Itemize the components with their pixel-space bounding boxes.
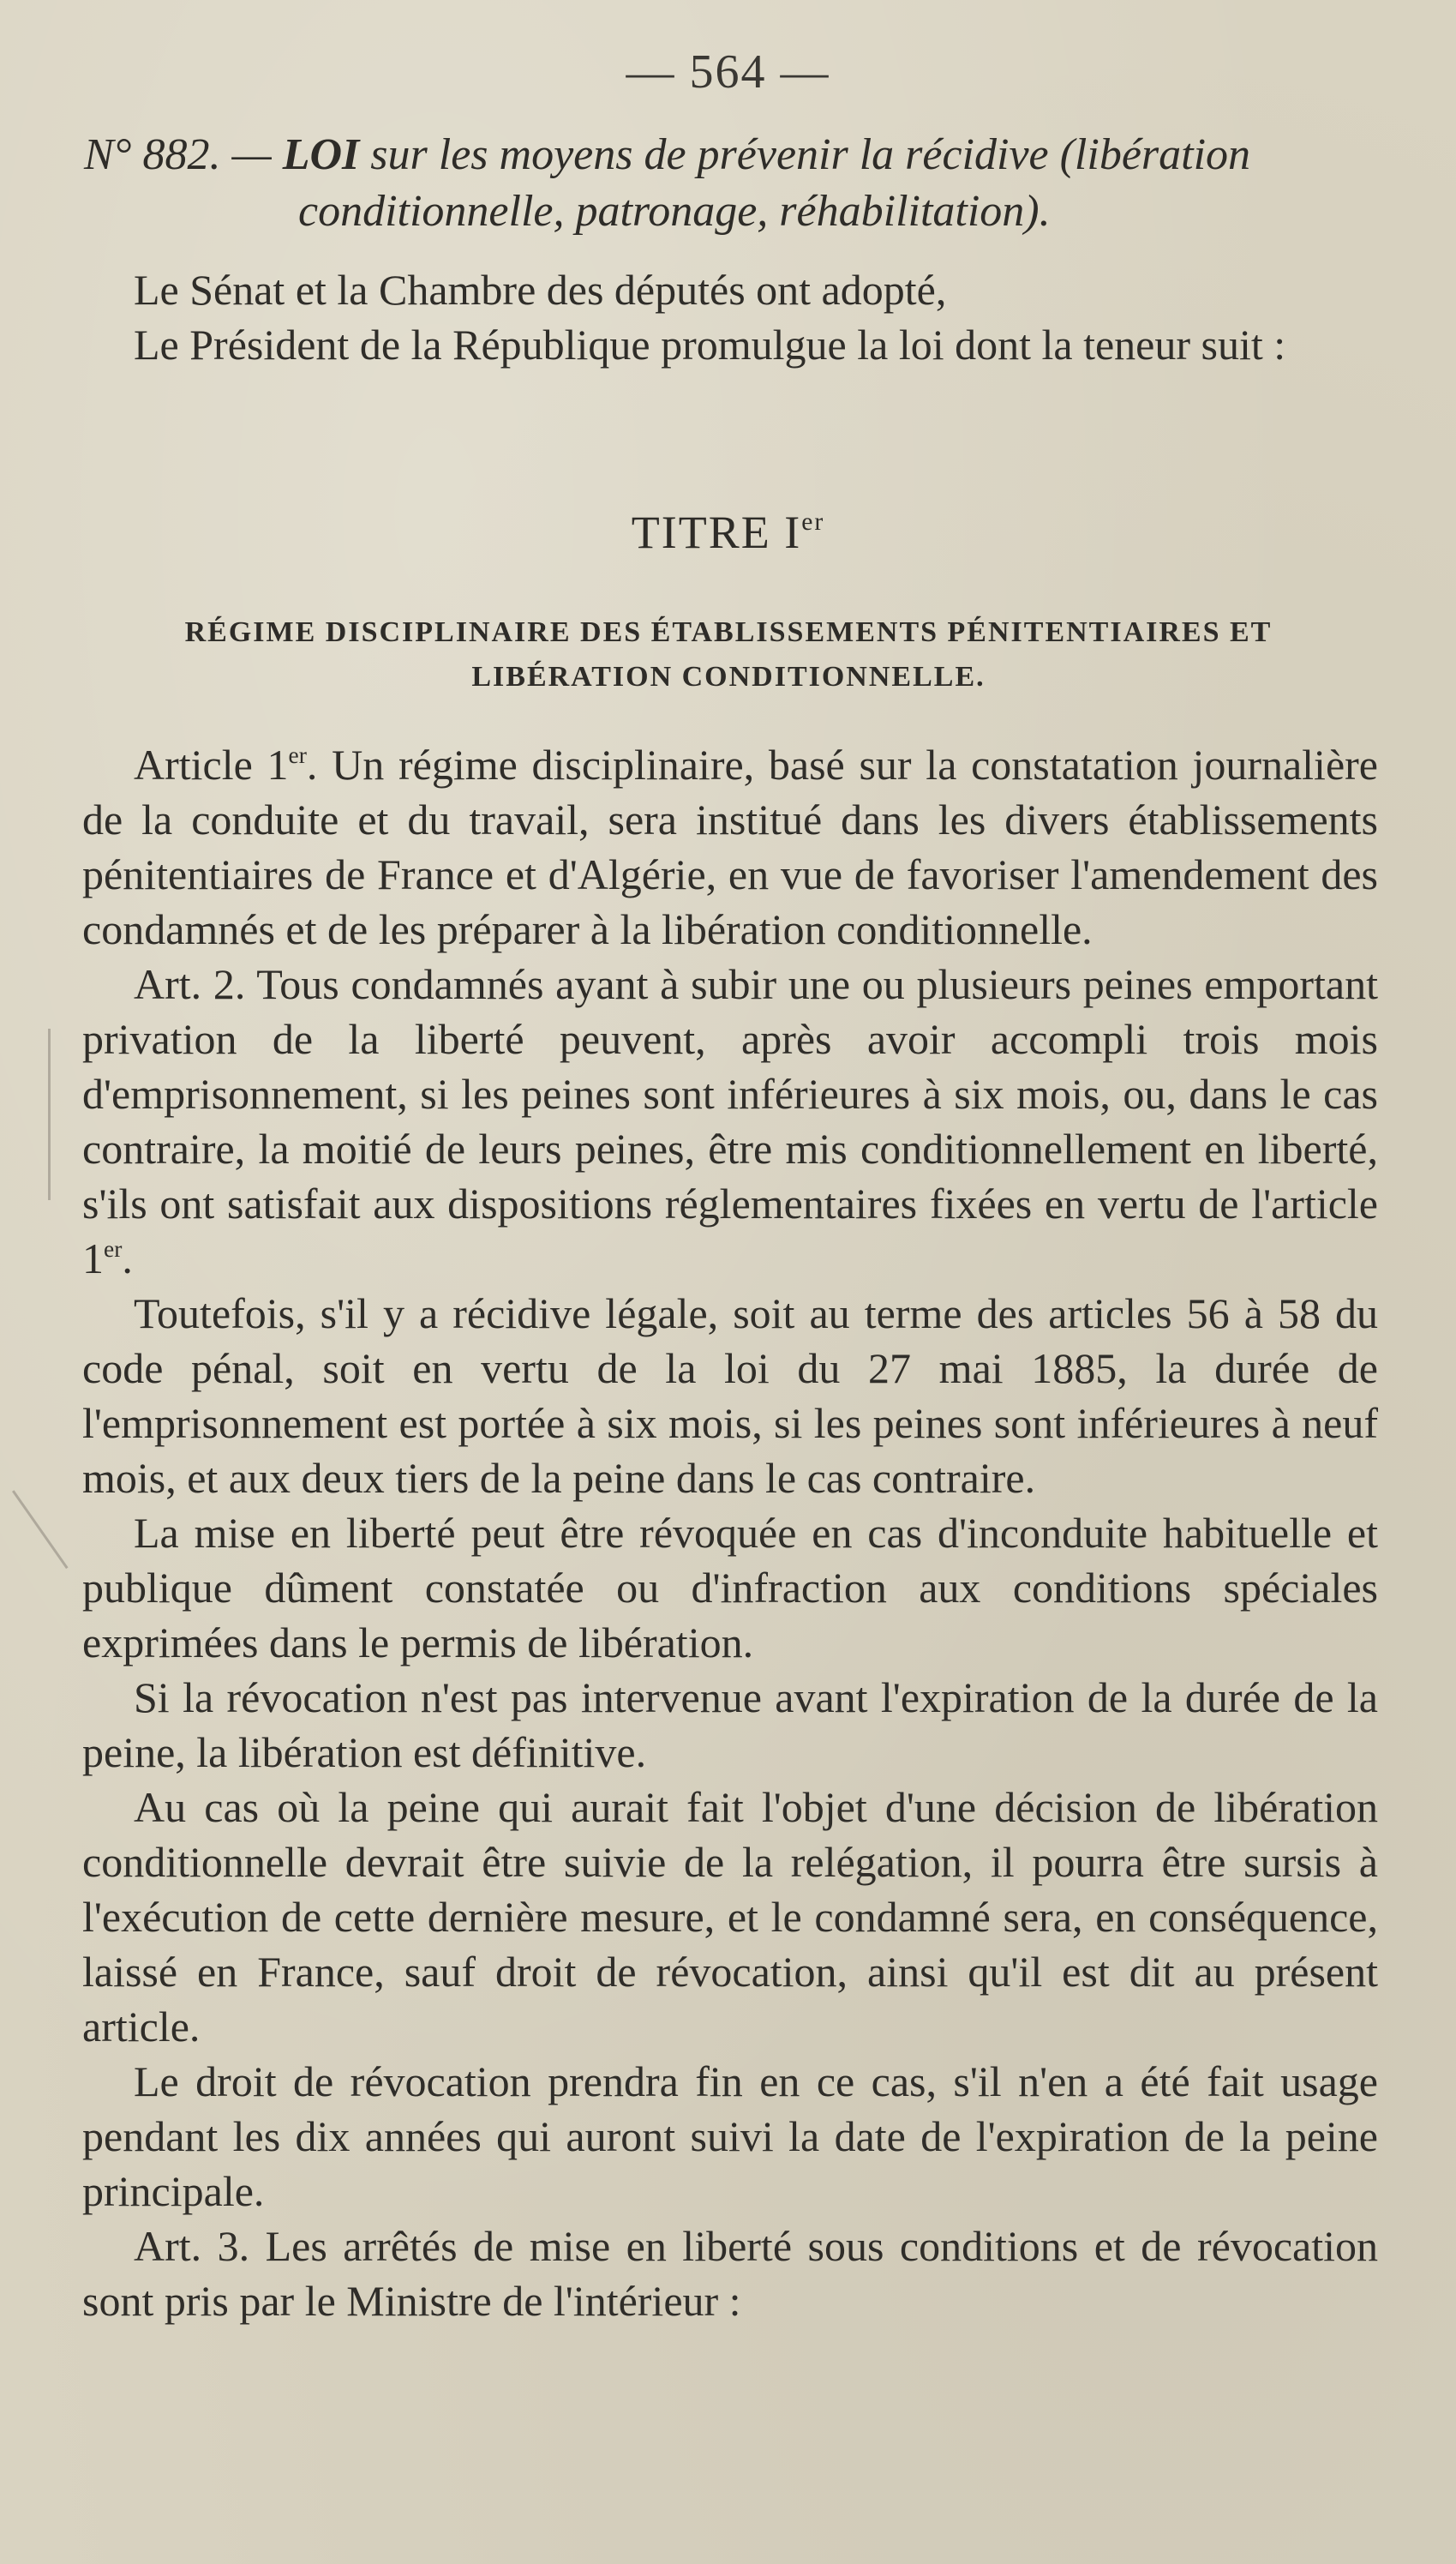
article-2-end: . (122, 1234, 133, 1282)
articles (82, 737, 1378, 2328)
titre-heading (0, 506, 1456, 559)
article-1-sup: er (288, 741, 307, 768)
article-paragraph: La mise en liberté peut être révoquée en cas d'inconduite habituelle et publique dûment constatée ou d'infraction aux conditions spéciales exprimées dans le permis de libération. (82, 1509, 1378, 1666)
preamble-paragraph: Le Président de la République promulgue la loi dont la teneur suit : (134, 321, 1286, 369)
article-paragraph: Au cas où la peine qui aurait fait l'objet d'une décision de libération conditionnelle devrait être suivie de la relégation, il pourra être sursis à l'exécution de cette dernière mesure, et le condamné sera, en conséquence, laissé en France, sauf droit de révocation, ainsi qu'il est dit au présent article. (82, 1783, 1378, 2051)
law-number: N° 882. — (84, 130, 272, 179)
margin-pencil-mark (48, 1029, 51, 1200)
article-paragraph: Si la révocation n'est pas intervenue avant l'expiration de la durée de la peine, la libération est définitive. (82, 1673, 1378, 1776)
section-title (103, 610, 1354, 700)
law-title-line1: sur les moyens de prévenir la récidive (libération (370, 130, 1251, 179)
margin-pencil-mark (12, 1490, 69, 1569)
article-1-label: Article 1 (134, 741, 289, 789)
article-3: Art. 3. Les arrêtés de mise en liberté sous conditions et de révocation sont pris par le Ministre de l'intérieur : (82, 2222, 1378, 2325)
article-paragraph: Le droit de révocation prendra fin en ce cas, s'il n'en a été fait usage pendant les dix années qui auront suivi la date de l'expiration de la peine principale. (82, 2057, 1378, 2215)
page-number: — 564 — (626, 45, 830, 99)
article-1 (82, 737, 1378, 957)
article-2 (82, 957, 1378, 1286)
article-1-text: . Un régime disciplinaire, basé sur la constatation journalière de la conduite et du travail, sera institué dans les divers établissements pénitentiaires de France et d'Algérie, en vue de favoriser l'amendement des condamnés et de les préparer à la libération conditionnelle. (82, 741, 1378, 953)
preamble (82, 262, 1378, 372)
law-word: LOI (282, 130, 360, 179)
section-title-line2: LIBÉRATION CONDITIONNELLE. (471, 661, 986, 693)
article-2-text: Art. 2. Tous condamnés ayant à subir une ou plusieurs peines emportant privation de la liberté peuvent, après avoir accompli trois mois d'emprisonnement, si les peines sont inférieures à six mois, ou, dans le cas contraire, la moitié de leurs peines, être mis conditionnellement en liberté, s'ils ont satisfait aux dispositions réglementaires fixées en vertu de l'article 1 (82, 960, 1378, 1282)
titre-sup: er (801, 508, 825, 537)
section-title-line1: RÉGIME DISCIPLINAIRE DES ÉTABLISSEMENTS PÉNITENTIAIRES ET (184, 616, 1273, 648)
article-2-sup: er (104, 1234, 123, 1262)
titre-label: TITRE I (631, 507, 802, 558)
preamble-paragraph: Le Sénat et la Chambre des députés ont adopté, (134, 266, 947, 314)
law-heading (84, 127, 1378, 240)
article-paragraph: Toutefois, s'il y a récidive légale, soit au terme des articles 56 à 58 du code pénal, soit en vertu de la loi du 27 mai 1885, la durée de l'emprisonnement est portée à six mois, si les peines sont inférieures à neuf mois, et aux deux tiers de la peine dans le cas contraire. (82, 1289, 1378, 1502)
law-title-line2: conditionnelle, patronage, réhabilitation). (298, 187, 1051, 236)
